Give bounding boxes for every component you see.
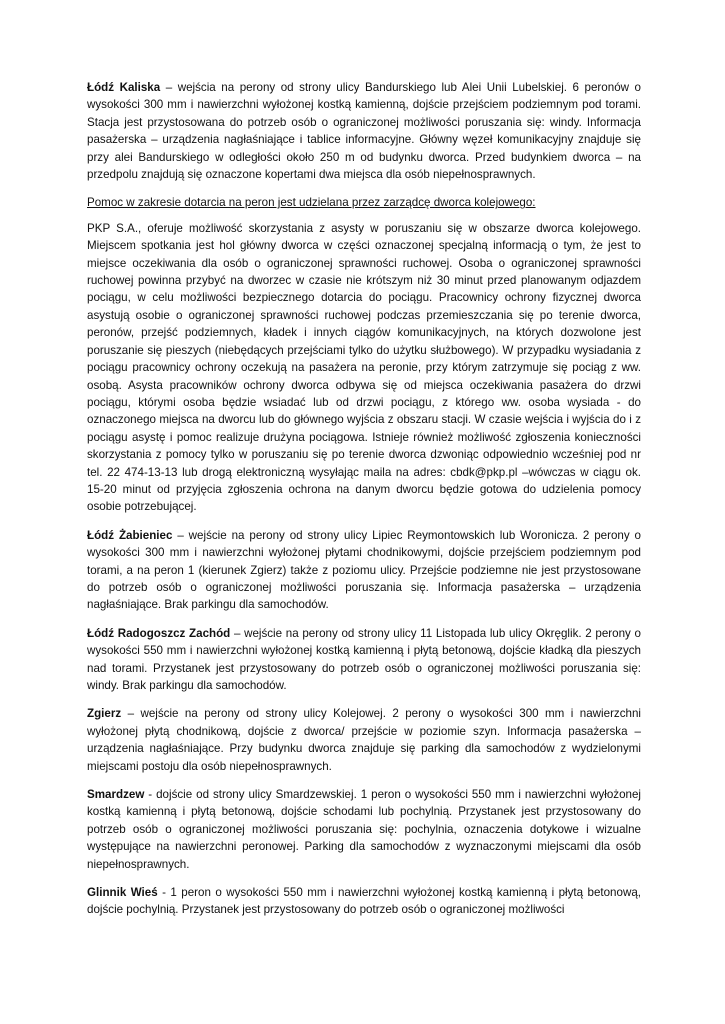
station-zgierz <box>87 705 641 775</box>
station-glinnik-wies <box>87 884 641 919</box>
station-text: – wejście na perony od strony ulicy 11 Listopada lub ulicy Okręglik. 2 perony o wysokości 550 mm i nawierzchni wyłożonej kostką kamienną i płytą betonową, dojście kładką dla pieszych nad torami. Przystanek jest przystosowany do potrzeb osób o ograniczonej możliwości poruszania się: windy. Brak parkingu dla samochodów. <box>87 626 641 692</box>
station-title: Zgierz <box>87 707 122 721</box>
station-title: Łódź Żabieniec <box>87 528 173 542</box>
assist-heading: Pomoc w zakresie dotarcia na peron jest udzielana przez zarządcę dworca kolejowego: <box>87 196 536 210</box>
station-text: - dojście od strony ulicy Smardzewskiej. 1 peron o wysokości 550 mm i nawierzchni wyłożonej kostką kamienną i płytą betonową, dojście schodami lub pochylnią. Przystanek jest przystosowany do potrzeb osób o ograniczonej możliwości poruszania się: pochylnia, oznaczenia dotykowe i wizualne występujące na nawierzchni peronowej. Parking dla samochodów z wyznaczonymi miejscami dla osób niepełnosprawnych. <box>87 788 641 871</box>
station-lodz-radogoszcz-zachod <box>87 625 641 695</box>
station-lodz-zabieniec <box>87 527 641 614</box>
station-text: - 1 peron o wysokości 550 mm i nawierzchni wyłożonej kostką kamienną i płytą betonową, dojście pochylnią. Przystanek jest przystosowany do potrzeb osób o ograniczonej możliwości <box>87 886 641 917</box>
station-smardzew <box>87 786 641 873</box>
station-title: Smardzew <box>87 788 145 802</box>
station-lodz-kaliska <box>87 79 641 183</box>
station-text: – wejście na perony od strony ulicy Kolejowej. 2 perony o wysokości 300 mm i nawierzchni wyłożonej płytą chodnikową, dojście z dworca/ przejście w poziomie szyn. Informacja pasażerska – urządzenia nagłaśniające. Przy budynku dworca znajduje się parking dla samochodów z wydzielonymi miejscami postoju dla osób niepełnosprawnych. <box>87 707 641 773</box>
station-text: – wejście na perony od strony ulicy Lipiec Reymontowskich lub Woronicza. 2 perony o wysokości 300 mm i nawierzchni wyłożonej płytami chodnikowymi, dojście przejściem podziemnym pod torami, a na peron 1 (kierunek Zgierz) także z poziomu ulicy. Przejście podziemne nie jest przystosowane do potrzeb osób o ograniczonej możliwości poruszania się. Informacja pasażerska – urządzenia nagłaśniające. Brak parkingu dla samochodów. <box>87 528 641 612</box>
station-title: Glinnik Wieś <box>87 886 158 900</box>
station-title: Łódź Radogoszcz Zachód <box>87 626 231 640</box>
station-text: – wejścia na perony od strony ulicy Bandurskiego lub Alei Unii Lubelskiej. 6 peronów o wysokości 300 mm i nawierzchni wyłożonej kostką kamienną, dojście przejściem podziemnym pod torami. Stacja jest przystosowana do potrzeb osób o ograniczonej możliwości poruszania się: windy. Informacja pasażerska – urządzenia nagłaśniające i tablice informacyjne. Główny węzeł komunikacyjny znajduje się przy alei Bandurskiego w odległości około 250 m od budynku dworca. Przed budynkiem dworca – na przedpolu znajdują się oznaczone kopertami dwa miejsca dla osób niepełnosprawnych. <box>87 81 642 182</box>
assist-text: PKP S.A., oferuje możliwość skorzystania z asysty w poruszaniu się w obszarze dworca kolejowego. Miejscem spotkania jest hol główny dworca w części oznaczonej specjalną informacją o tym, że jest to miejsce oczekiwania dla osób o ograniczonej sprawności ruchowej. Osoba o ograniczonej sprawności ruchowej powinna przybyć na dworzec w czasie nie krótszym niż 30 minut przed planowanym odjazdem pociągu, w celu możliwości bezpiecznego dotarcia do pociągu. Pracownicy ochrony fizycznej dworca asystują osobie o ograniczonej sprawności ruchowej podczas przemieszczania się po terenie dworca, peronów, przejść podziemnych, kładek i innych ciągów komunikacyjnych, na których dozwolone jest poruszanie się pieszych (niebędących przejściami tylko do użytku służbowego). W przypadku wysiadania z pociągu pracownicy ochrony oczekują na pasażera na peronie, przy którym zatrzymuje się pociąg z ww. osobą. Asysta pracowników ochrony dworca odbywa się od miejsca oczekiwania pasażera do drzwi pociągu, którymi osoba będzie wsiadać lub od drzwi pociągu, z którego ww. osoba wysiada - do oznaczonego miejsca na dworcu lub do głównego wyjścia z obszaru stacji. W czasie wejścia i wyjścia do i z pociągu asystę i pomoc realizuje drużyna pociągowa. Istnieje również możliwość zgłoszenia konieczności skorzystania z pomocy tylko w poruszaniu się po terenie dworca dzwoniąc odpowiednio wcześniej pod nr tel. 22 474-13-13 lub drogą elektroniczną wysyłając maila na adres: cbdk@pkp.pl –wówczas w ciągu ok. 15-20 minut od przyjęcia zgłoszenia ochrona na danym dworcu będzie gotowa do udzielenia pomocy osobie potrzebującej. <box>87 221 641 514</box>
station-title: Łódź Kaliska <box>87 81 161 94</box>
